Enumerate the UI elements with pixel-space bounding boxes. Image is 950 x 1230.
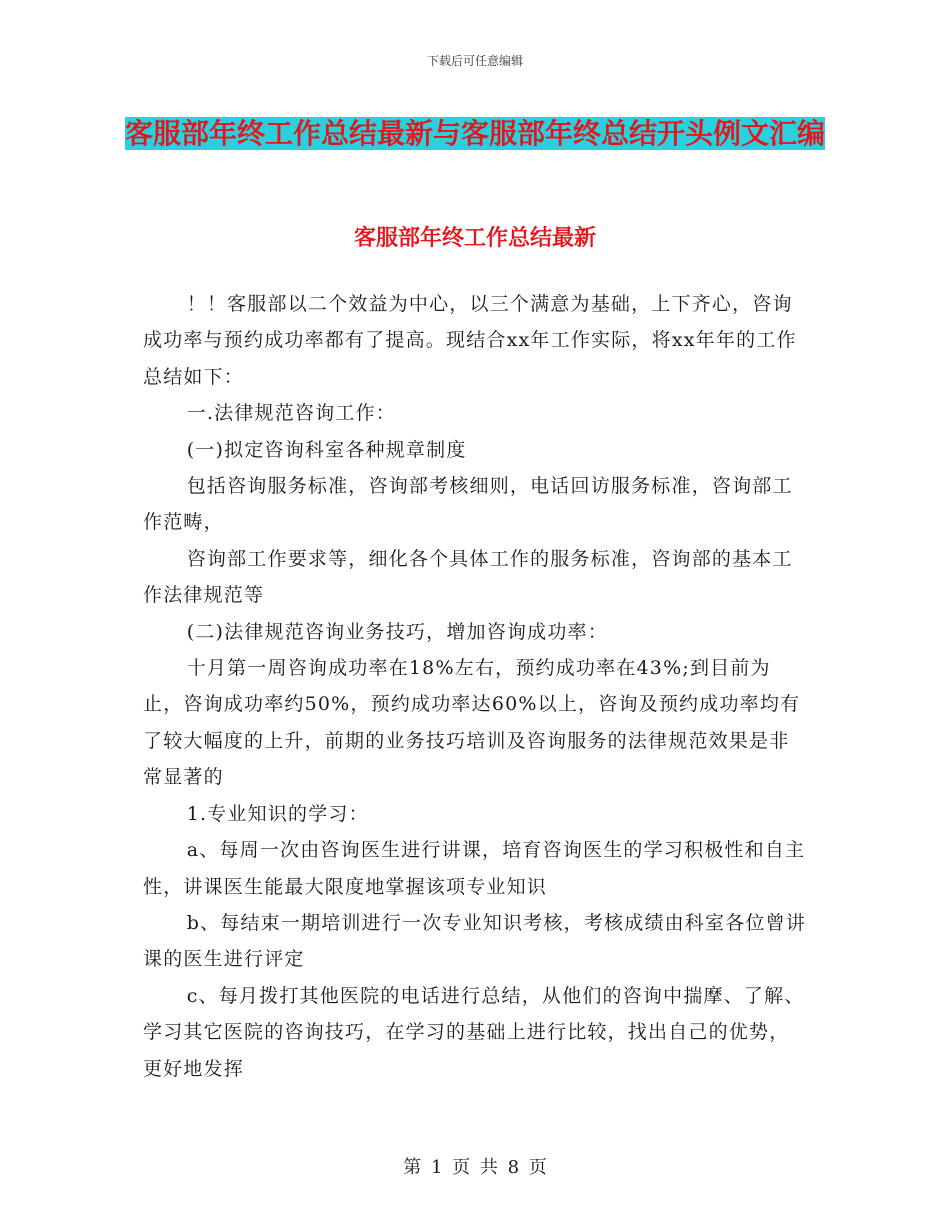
- paragraph: 一.法律规范咨询工作：: [186, 402, 396, 425]
- section-title: 客服部年终工作总结最新: [353, 226, 596, 251]
- document-title: [120, 112, 830, 156]
- paragraph: b、每结束一期培训进行一次专业知识考核，考核成绩由科室各位曾讲课的医生进行评定: [143, 911, 807, 971]
- paragraph: a、每周一次由咨询医生进行讲课，培育咨询医生的学习积极性和自主性，讲课医生能最大限度地掌握该项专业知识: [143, 839, 806, 898]
- paragraph: 咨询部工作要求等，细化各个具体工作的服务标准，咨询部的基本工作法律规范等: [143, 547, 793, 607]
- paragraph: 1.专业知识的学习：: [186, 802, 369, 825]
- page-number: 第 1 页 共 8 页: [403, 1157, 547, 1178]
- page-header-note: 下载后可任意编辑: [426, 54, 523, 68]
- paragraph: (二)法律规范咨询业务技巧，增加咨询成功率：: [186, 620, 608, 643]
- paragraph: ！！客服部以二个效益为中心，以三个满意为基础，上下齐心，咨询成功率与预约成功率都有了提高。现结合xx年工作实际，将xx年年的工作总结如下：: [143, 293, 797, 388]
- paragraph: 十月第一周咨询成功率在18%左右，预约成功率在43%;到目前为止，咨询成功率约50%，预约成功率达60%以上，咨询及预约成功率均有了较大幅度的上升，前期的业务技巧培训及咨询服务的法律规范效果是非常显著的: [143, 657, 801, 789]
- paragraph: c、每月拨打其他医院的电话进行总结，从他们的咨询中揣摩、了解、学习其它医院的咨询技巧，在学习的基础上进行比较，找出自己的优势，更好地发挥: [143, 984, 805, 1080]
- document-body: [143, 286, 808, 1087]
- paragraph: (一)拟定咨询科室各种规章制度: [186, 438, 467, 461]
- paragraph: 包括咨询服务标准，咨询部考核细则，电话回访服务标准，咨询部工作范畴，: [143, 475, 793, 534]
- document-title-text: 客服部年终工作总结最新与客服部年终总结开头例文汇编: [124, 117, 825, 150]
